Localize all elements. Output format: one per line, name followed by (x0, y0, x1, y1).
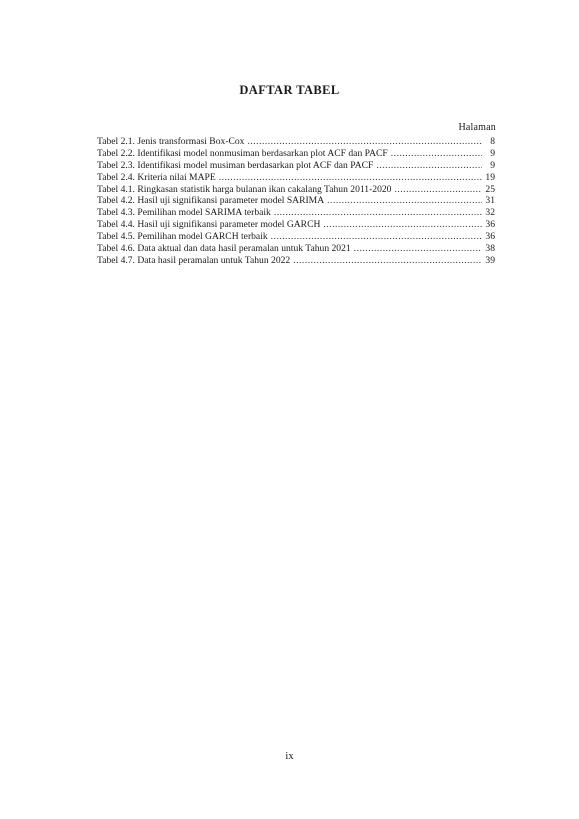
page-title: DAFTAR TABEL (239, 83, 340, 97)
list-item (97, 219, 495, 231)
dot-leader (247, 136, 482, 148)
entry-page-number: 25 (485, 183, 495, 195)
dot-leader (391, 148, 482, 160)
dot-leader (323, 219, 482, 231)
list-item (97, 207, 495, 219)
entry-page-number: 38 (485, 243, 495, 255)
list-item (97, 195, 495, 207)
entry-label: Tabel 4.2. Hasil uji signifikansi parameter model SARIMA (97, 195, 325, 207)
entry-label: Tabel 4.5. Pemilihan model GARCH terbaik (97, 231, 268, 243)
dot-leader (219, 172, 482, 184)
entry-label: Tabel 4.7. Data hasil peramalan untuk Tahun 2022 (97, 254, 291, 266)
table-list (97, 136, 495, 267)
entry-page-number: 19 (485, 171, 495, 183)
list-item (97, 243, 495, 255)
entry-page-number: 9 (490, 147, 495, 159)
list-item (97, 184, 495, 196)
entry-page-number: 36 (485, 231, 495, 243)
entry-page-number: 9 (490, 159, 495, 171)
entry-label: Tabel 4.3. Pemilihan model SARIMA terbaik (97, 207, 271, 219)
entry-page-number: 8 (490, 136, 495, 147)
dot-leader (394, 184, 482, 196)
page-number: ix (285, 751, 294, 762)
list-item (97, 255, 495, 267)
entry-page-number: 39 (485, 254, 495, 266)
entry-label: Tabel 2.3. Identifikasi model musiman berdasarkan plot ACF dan PACF (97, 159, 374, 171)
list-item (97, 172, 495, 184)
list-item (97, 231, 495, 243)
entry-label: Tabel 4.6. Data aktual dan data hasil peramalan untuk Tahun 2021 (97, 243, 351, 255)
entry-label: Tabel 2.2. Identifikasi model nonmusiman berdasarkan plot ACF dan PACF (97, 147, 388, 159)
dot-leader (274, 207, 482, 219)
dot-leader (354, 243, 482, 255)
entry-label: Tabel 4.4. Hasil uji signifikansi parameter model GARCH (97, 219, 321, 231)
list-item (97, 148, 495, 160)
list-item (97, 136, 495, 148)
entry-label: Tabel 4.1. Ringkasan statistik harga bulanan ikan cakalang Tahun 2011-2020 (97, 183, 392, 195)
entry-page-number: 32 (485, 207, 495, 219)
entry-label: Tabel 2.1. Jenis transformasi Box-Cox (97, 136, 245, 147)
entry-page-number: 31 (485, 195, 495, 207)
dot-leader (376, 160, 482, 172)
list-item (97, 160, 495, 172)
dot-leader (327, 195, 482, 207)
page-column-header: Halaman (458, 122, 496, 133)
entry-page-number: 36 (485, 219, 495, 231)
dot-leader (293, 255, 482, 267)
entry-label: Tabel 2.4. Kriteria nilai MAPE (97, 171, 216, 183)
dot-leader (271, 231, 482, 243)
